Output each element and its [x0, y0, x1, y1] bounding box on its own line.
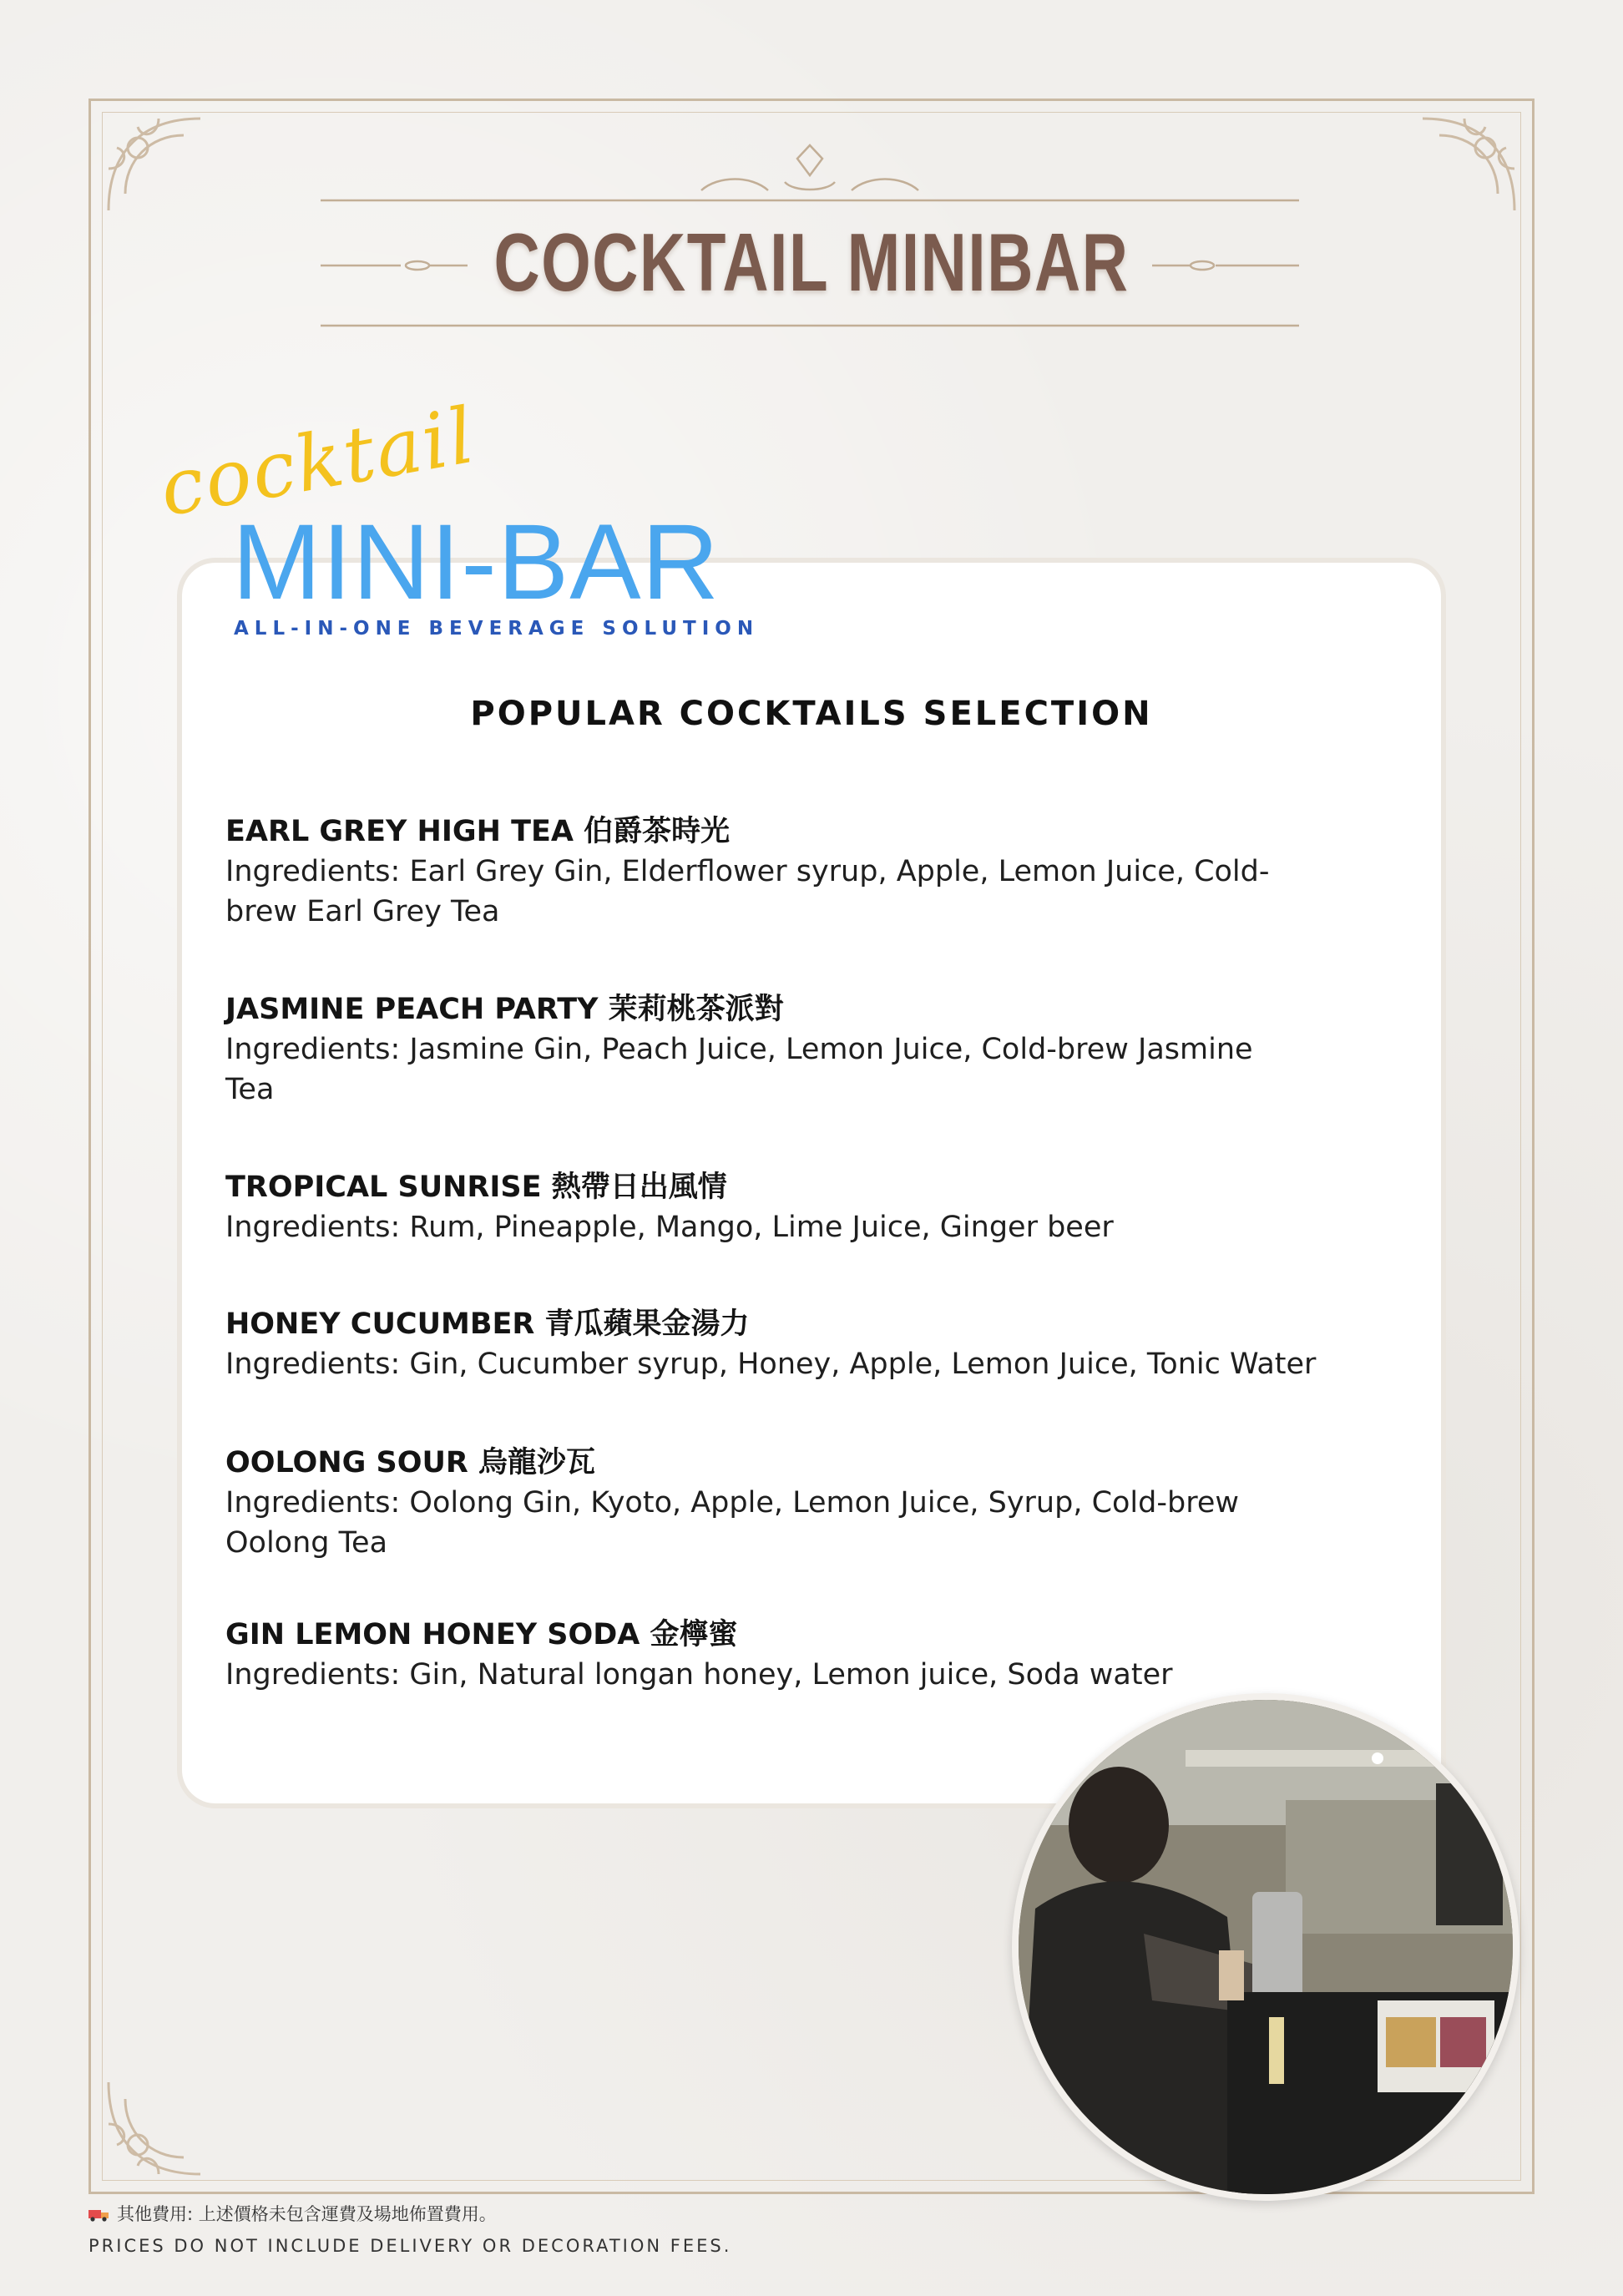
cocktail-ingredients: Ingredients: Earl Grey Gin, Elderflower syrup, Apple, Lemon Juice, Cold- [225, 855, 1270, 888]
cocktail-name: GIN LEMON HONEY SODA 金檸蜜 [225, 1618, 738, 1651]
cocktail-ingredients: Ingredients: Oolong Gin, Kyoto, Apple, Lemon Juice, Syrup, Cold-brew [225, 1486, 1239, 1520]
logo-tagline: ALL-IN-ONE BEVERAGE SOLUTION [234, 618, 760, 640]
footer-note-chinese [88, 2201, 497, 2226]
truck-icon [88, 2208, 110, 2222]
logo-script-text: cocktail [153, 390, 483, 534]
bartender-photo [1012, 1693, 1519, 2201]
page-title: COCKTAIL MINIBAR [493, 216, 1130, 308]
cocktail-ingredients-cont: Tea [225, 1073, 275, 1106]
cocktail-name: OOLONG SOUR 烏龍沙瓦 [225, 1446, 596, 1479]
cocktail-item [225, 1167, 1394, 1247]
cocktail-ingredients: Ingredients: Rum, Pineapple, Mango, Lime Juice, Ginger beer [225, 1211, 1114, 1244]
cocktail-name: JASMINE PEACH PARTY 茉莉桃茶派對 [225, 993, 784, 1026]
cocktail-ingredients: Ingredients: Gin, Cucumber syrup, Honey, Apple, Lemon Juice, Tonic Water [225, 1348, 1317, 1381]
cocktail-item [225, 1615, 1394, 1695]
section-title: POPULAR COCKTAILS SELECTION [470, 695, 1153, 733]
cocktail-ingredients: Ingredients: Gin, Natural longan honey, Lemon juice, Soda water [225, 1658, 1173, 1692]
footer-note-english: PRICES DO NOT INCLUDE DELIVERY OR DECORATION FEES. [88, 2236, 732, 2256]
cocktail-item [225, 989, 1394, 1110]
footer-note-zh-text: 其他費用: 上述價格未包含運費及場地佈置費用。 [117, 2204, 497, 2224]
cocktail-item [225, 1304, 1394, 1384]
corner-ornament-top-right [1406, 102, 1531, 227]
logo-main-text: MINI-BAR [232, 503, 720, 622]
corner-ornament-top-left [92, 102, 217, 227]
cocktail-name: EARL GREY HIGH TEA 伯爵茶時光 [225, 815, 731, 848]
cocktail-ingredients-cont: brew Earl Grey Tea [225, 895, 500, 928]
cocktail-ingredients: Ingredients: Jasmine Gin, Peach Juice, Lemon Juice, Cold-brew Jasmine [225, 1033, 1253, 1066]
cocktail-item [225, 812, 1394, 932]
cocktail-name: HONEY CUCUMBER 青瓜蘋果金湯力 [225, 1307, 750, 1341]
corner-ornament-bottom-left [92, 2066, 217, 2191]
cocktail-ingredients-cont: Oolong Tea [225, 1526, 388, 1560]
cocktail-item [225, 1443, 1394, 1563]
cocktail-name: TROPICAL SUNRISE 熱帶日出風情 [225, 1171, 727, 1204]
